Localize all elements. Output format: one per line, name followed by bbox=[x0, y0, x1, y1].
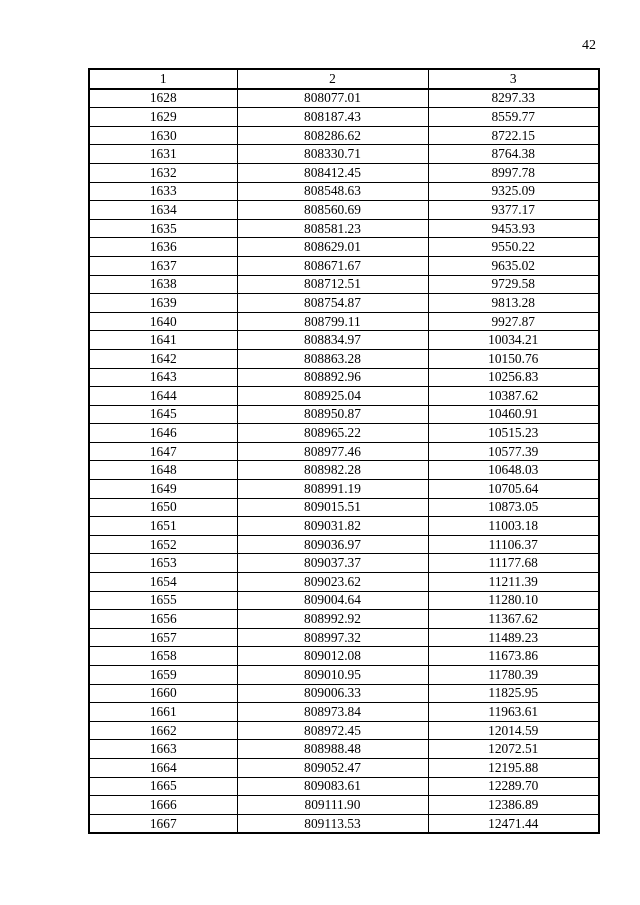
point-number-cell: 1660 bbox=[89, 684, 237, 703]
point-number-cell: 1656 bbox=[89, 610, 237, 629]
point-number-cell: 1635 bbox=[89, 219, 237, 238]
y-coordinate-cell: 8559.77 bbox=[428, 108, 599, 127]
x-coordinate-cell: 808712.51 bbox=[237, 275, 428, 294]
y-coordinate-cell: 11280.10 bbox=[428, 591, 599, 610]
table-row bbox=[89, 256, 599, 275]
point-number-cell: 1649 bbox=[89, 480, 237, 499]
x-coordinate-cell: 808548.63 bbox=[237, 182, 428, 201]
y-coordinate-cell: 8722.15 bbox=[428, 126, 599, 145]
x-coordinate-cell: 808997.32 bbox=[237, 628, 428, 647]
x-coordinate-cell: 808992.92 bbox=[237, 610, 428, 629]
y-coordinate-cell: 12471.44 bbox=[428, 814, 599, 833]
column-header-3: 3 bbox=[428, 69, 599, 89]
y-coordinate-cell: 10873.05 bbox=[428, 498, 599, 517]
y-coordinate-cell: 10648.03 bbox=[428, 461, 599, 480]
x-coordinate-cell: 809036.97 bbox=[237, 535, 428, 554]
y-coordinate-cell: 10515.23 bbox=[428, 424, 599, 443]
x-coordinate-cell: 808286.62 bbox=[237, 126, 428, 145]
table-row bbox=[89, 442, 599, 461]
y-coordinate-cell: 11211.39 bbox=[428, 573, 599, 592]
point-number-cell: 1667 bbox=[89, 814, 237, 833]
x-coordinate-cell: 808187.43 bbox=[237, 108, 428, 127]
y-coordinate-cell: 11489.23 bbox=[428, 628, 599, 647]
x-coordinate-cell: 808988.48 bbox=[237, 740, 428, 759]
y-coordinate-cell: 12014.59 bbox=[428, 721, 599, 740]
table-row bbox=[89, 796, 599, 815]
table-row bbox=[89, 238, 599, 257]
x-coordinate-cell: 809015.51 bbox=[237, 498, 428, 517]
point-number-cell: 1661 bbox=[89, 703, 237, 722]
point-number-cell: 1641 bbox=[89, 331, 237, 350]
y-coordinate-cell: 12386.89 bbox=[428, 796, 599, 815]
point-number-cell: 1646 bbox=[89, 424, 237, 443]
y-coordinate-cell: 11003.18 bbox=[428, 517, 599, 536]
y-coordinate-cell: 12195.88 bbox=[428, 758, 599, 777]
table-row bbox=[89, 405, 599, 424]
table-row bbox=[89, 163, 599, 182]
y-coordinate-cell: 10150.76 bbox=[428, 349, 599, 368]
point-number-cell: 1631 bbox=[89, 145, 237, 164]
y-coordinate-cell: 11780.39 bbox=[428, 666, 599, 685]
table-row bbox=[89, 294, 599, 313]
x-coordinate-cell: 808754.87 bbox=[237, 294, 428, 313]
point-number-cell: 1653 bbox=[89, 554, 237, 573]
table-row bbox=[89, 517, 599, 536]
x-coordinate-cell: 808412.45 bbox=[237, 163, 428, 182]
x-coordinate-cell: 808991.19 bbox=[237, 480, 428, 499]
x-coordinate-cell: 809037.37 bbox=[237, 554, 428, 573]
point-number-cell: 1658 bbox=[89, 647, 237, 666]
point-number-cell: 1650 bbox=[89, 498, 237, 517]
table-row bbox=[89, 424, 599, 443]
table-row bbox=[89, 387, 599, 406]
y-coordinate-cell: 10034.21 bbox=[428, 331, 599, 350]
point-number-cell: 1628 bbox=[89, 89, 237, 108]
table-row bbox=[89, 573, 599, 592]
x-coordinate-cell: 809111.90 bbox=[237, 796, 428, 815]
table-row bbox=[89, 182, 599, 201]
point-number-cell: 1640 bbox=[89, 312, 237, 331]
x-coordinate-cell: 808799.11 bbox=[237, 312, 428, 331]
y-coordinate-cell: 11963.61 bbox=[428, 703, 599, 722]
table-row bbox=[89, 647, 599, 666]
point-number-cell: 1659 bbox=[89, 666, 237, 685]
x-coordinate-cell: 808330.71 bbox=[237, 145, 428, 164]
point-number-cell: 1634 bbox=[89, 201, 237, 220]
page-number: 42 bbox=[582, 38, 596, 53]
table-row bbox=[89, 480, 599, 499]
table-row bbox=[89, 461, 599, 480]
y-coordinate-cell: 8297.33 bbox=[428, 89, 599, 108]
coordinates-table-container bbox=[88, 68, 598, 834]
point-number-cell: 1647 bbox=[89, 442, 237, 461]
point-number-cell: 1648 bbox=[89, 461, 237, 480]
table-row bbox=[89, 610, 599, 629]
x-coordinate-cell: 809052.47 bbox=[237, 758, 428, 777]
point-number-cell: 1643 bbox=[89, 368, 237, 387]
x-coordinate-cell: 808950.87 bbox=[237, 405, 428, 424]
x-coordinate-cell: 809083.61 bbox=[237, 777, 428, 796]
point-number-cell: 1632 bbox=[89, 163, 237, 182]
point-number-cell: 1651 bbox=[89, 517, 237, 536]
table-row bbox=[89, 814, 599, 833]
y-coordinate-cell: 10705.64 bbox=[428, 480, 599, 499]
y-coordinate-cell: 10577.39 bbox=[428, 442, 599, 461]
x-coordinate-cell: 808977.46 bbox=[237, 442, 428, 461]
y-coordinate-cell: 11673.86 bbox=[428, 647, 599, 666]
x-coordinate-cell: 808965.22 bbox=[237, 424, 428, 443]
point-number-cell: 1642 bbox=[89, 349, 237, 368]
y-coordinate-cell: 9927.87 bbox=[428, 312, 599, 331]
x-coordinate-cell: 809006.33 bbox=[237, 684, 428, 703]
point-number-cell: 1633 bbox=[89, 182, 237, 201]
point-number-cell: 1654 bbox=[89, 573, 237, 592]
table-row bbox=[89, 145, 599, 164]
x-coordinate-cell: 809012.08 bbox=[237, 647, 428, 666]
x-coordinate-cell: 808834.97 bbox=[237, 331, 428, 350]
table-row bbox=[89, 666, 599, 685]
x-coordinate-cell: 808560.69 bbox=[237, 201, 428, 220]
point-number-cell: 1666 bbox=[89, 796, 237, 815]
x-coordinate-cell: 809031.82 bbox=[237, 517, 428, 536]
table-row bbox=[89, 89, 599, 108]
column-header-1: 1 bbox=[89, 69, 237, 89]
x-coordinate-cell: 808925.04 bbox=[237, 387, 428, 406]
y-coordinate-cell: 9453.93 bbox=[428, 219, 599, 238]
point-number-cell: 1665 bbox=[89, 777, 237, 796]
column-header-2: 2 bbox=[237, 69, 428, 89]
y-coordinate-cell: 9635.02 bbox=[428, 256, 599, 275]
y-coordinate-cell: 10256.83 bbox=[428, 368, 599, 387]
x-coordinate-cell: 808973.84 bbox=[237, 703, 428, 722]
table-row bbox=[89, 498, 599, 517]
point-number-cell: 1662 bbox=[89, 721, 237, 740]
point-number-cell: 1629 bbox=[89, 108, 237, 127]
table-row bbox=[89, 703, 599, 722]
x-coordinate-cell: 808671.67 bbox=[237, 256, 428, 275]
x-coordinate-cell: 808629.01 bbox=[237, 238, 428, 257]
x-coordinate-cell: 808982.28 bbox=[237, 461, 428, 480]
table-row bbox=[89, 740, 599, 759]
point-number-cell: 1664 bbox=[89, 758, 237, 777]
x-coordinate-cell: 808863.28 bbox=[237, 349, 428, 368]
y-coordinate-cell: 9729.58 bbox=[428, 275, 599, 294]
table-row bbox=[89, 628, 599, 647]
y-coordinate-cell: 12289.70 bbox=[428, 777, 599, 796]
point-number-cell: 1645 bbox=[89, 405, 237, 424]
x-coordinate-cell: 809004.64 bbox=[237, 591, 428, 610]
point-number-cell: 1630 bbox=[89, 126, 237, 145]
table-row bbox=[89, 108, 599, 127]
point-number-cell: 1639 bbox=[89, 294, 237, 313]
y-coordinate-cell: 8997.78 bbox=[428, 163, 599, 182]
table-row bbox=[89, 721, 599, 740]
table-row bbox=[89, 331, 599, 350]
table-row bbox=[89, 591, 599, 610]
table-row bbox=[89, 275, 599, 294]
table-row bbox=[89, 219, 599, 238]
y-coordinate-cell: 11367.62 bbox=[428, 610, 599, 629]
y-coordinate-cell: 11106.37 bbox=[428, 535, 599, 554]
table-row bbox=[89, 312, 599, 331]
y-coordinate-cell: 9325.09 bbox=[428, 182, 599, 201]
header-row bbox=[89, 69, 599, 89]
point-number-cell: 1663 bbox=[89, 740, 237, 759]
table-row bbox=[89, 684, 599, 703]
x-coordinate-cell: 808972.45 bbox=[237, 721, 428, 740]
y-coordinate-cell: 12072.51 bbox=[428, 740, 599, 759]
x-coordinate-cell: 808892.96 bbox=[237, 368, 428, 387]
point-number-cell: 1652 bbox=[89, 535, 237, 554]
table-row bbox=[89, 368, 599, 387]
y-coordinate-cell: 9550.22 bbox=[428, 238, 599, 257]
y-coordinate-cell: 11825.95 bbox=[428, 684, 599, 703]
y-coordinate-cell: 9377.17 bbox=[428, 201, 599, 220]
point-number-cell: 1657 bbox=[89, 628, 237, 647]
point-number-cell: 1655 bbox=[89, 591, 237, 610]
y-coordinate-cell: 8764.38 bbox=[428, 145, 599, 164]
table-row bbox=[89, 758, 599, 777]
y-coordinate-cell: 11177.68 bbox=[428, 554, 599, 573]
table-row bbox=[89, 535, 599, 554]
point-number-cell: 1636 bbox=[89, 238, 237, 257]
x-coordinate-cell: 809023.62 bbox=[237, 573, 428, 592]
y-coordinate-cell: 9813.28 bbox=[428, 294, 599, 313]
table-header bbox=[89, 69, 599, 89]
y-coordinate-cell: 10460.91 bbox=[428, 405, 599, 424]
table-row bbox=[89, 777, 599, 796]
point-number-cell: 1637 bbox=[89, 256, 237, 275]
x-coordinate-cell: 808581.23 bbox=[237, 219, 428, 238]
table-row bbox=[89, 126, 599, 145]
x-coordinate-cell: 809010.95 bbox=[237, 666, 428, 685]
table-row bbox=[89, 554, 599, 573]
table-body bbox=[89, 89, 599, 834]
coordinates-table bbox=[88, 68, 600, 834]
table-row bbox=[89, 201, 599, 220]
x-coordinate-cell: 808077.01 bbox=[237, 89, 428, 108]
table-row bbox=[89, 349, 599, 368]
y-coordinate-cell: 10387.62 bbox=[428, 387, 599, 406]
point-number-cell: 1644 bbox=[89, 387, 237, 406]
point-number-cell: 1638 bbox=[89, 275, 237, 294]
x-coordinate-cell: 809113.53 bbox=[237, 814, 428, 833]
